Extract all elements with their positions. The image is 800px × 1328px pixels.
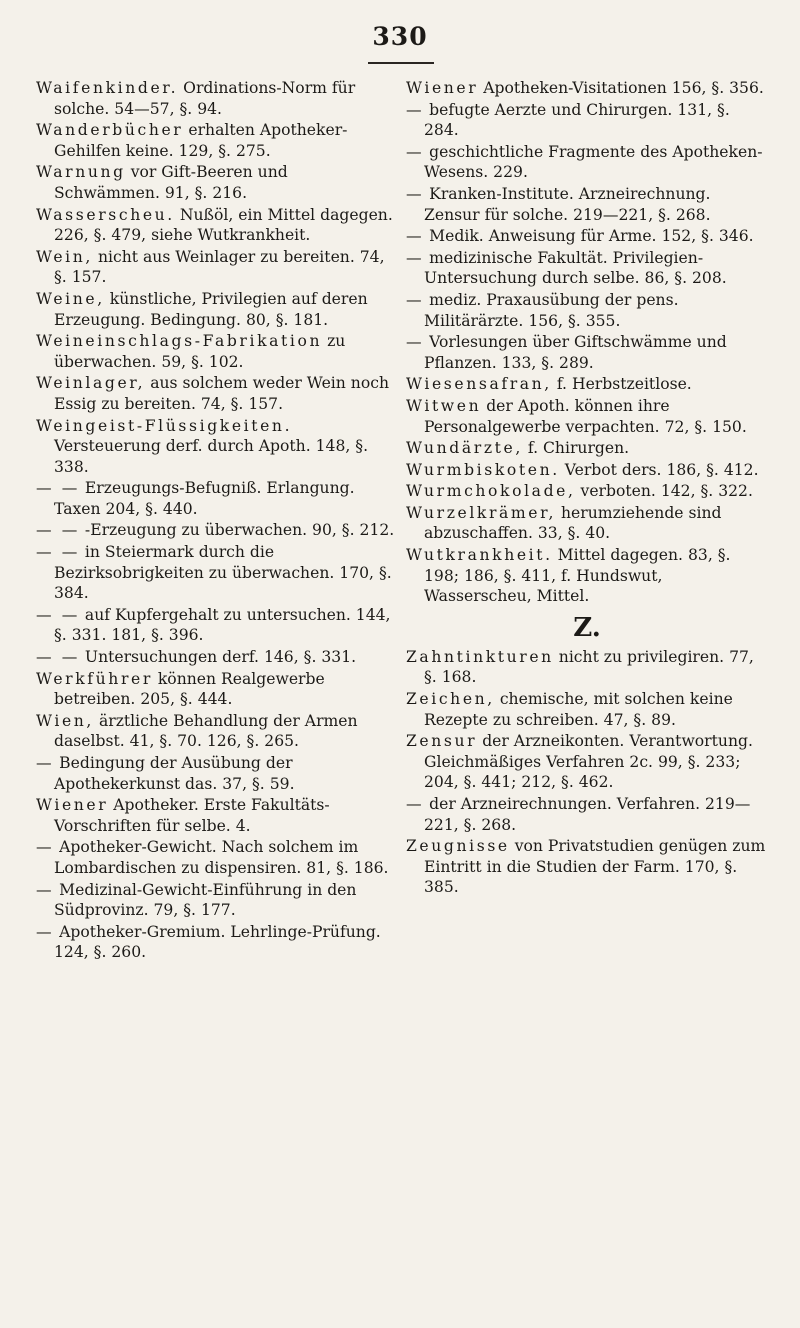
entry-text: geschichtliche Fragmente des Apotheken-Wesens. 229. <box>424 142 763 182</box>
index-entry <box>36 416 398 478</box>
index-entry <box>36 373 398 414</box>
entry-headword: Weine, <box>36 289 105 308</box>
entry-text: Apotheken-Visitationen 156, §. 356. <box>483 79 764 97</box>
entry-headword: — — <box>36 479 80 498</box>
entry-headword: Weinlager, <box>36 374 146 393</box>
page-number-rule <box>368 62 434 64</box>
entry-text: von Privatstudien genügen zum Eintritt in die Studien der Farm. 170, §. 385. <box>424 837 766 897</box>
entry-text: der Apoth. können ihre Personalgewerbe verpachten. 72, §. 150. <box>424 396 747 436</box>
entry-text: der Arzneirechnungen. Verfahren. 219—221, §. 268. <box>424 795 751 834</box>
entry-text: mediz. Praxausübung der pens. Militärärzte. 156, §. 355. <box>424 290 679 330</box>
index-entry <box>36 647 398 668</box>
entry-text: Apotheker-Gremium. Lehrlinge-Prüfung. 124, §. 260. <box>54 922 381 962</box>
entry-headword: Wurzelkrämer, <box>406 503 557 522</box>
index-entry <box>406 647 768 688</box>
index-entry <box>406 396 768 437</box>
entry-text: der Arzneikonten. Verantwortung. Gleichmäßiges Verfahren 2c. 99, §. 233; 204, §. 441; 212, §. 462. <box>424 732 753 792</box>
index-entry <box>36 289 398 330</box>
index-entry <box>36 542 398 604</box>
entry-text: Untersuchungen derf. 146, §. 331. <box>84 648 357 667</box>
entry-text: Bedingung der Ausübung der Apothekerkunst das. 37, §. 59. <box>54 754 295 793</box>
index-entry <box>36 78 398 119</box>
entry-headword: — — <box>36 605 80 624</box>
entry-headword: — <box>406 227 425 246</box>
index-entry <box>406 836 768 898</box>
entry-text: Apotheker. Erste Fakultäts-Vorschriften für selbe. 4. <box>54 796 330 835</box>
index-entry <box>36 247 398 288</box>
index-entry <box>406 100 768 141</box>
index-entry <box>36 922 398 963</box>
entry-headword: Wurmchokolade, <box>406 482 576 501</box>
entry-headword: Wanderbücher <box>36 121 184 140</box>
index-entry <box>406 374 768 395</box>
entry-headword: Wiener <box>406 79 479 97</box>
entry-text: Medizinal-Gewicht-Einführung in den Südprovinz. 79, §. 177. <box>54 880 357 920</box>
entry-text: Nußöl, ein Mittel dagegen. 226, §. 479, siehe Wutkrankheit. <box>54 205 393 245</box>
entry-headword: — — <box>36 543 80 562</box>
index-entry <box>36 120 398 161</box>
right-column <box>406 78 768 899</box>
entry-headword: Witwen <box>406 396 482 415</box>
entry-text: herumziehende sind abzuschaffen. 33, §. 40. <box>424 503 722 543</box>
index-entry <box>406 545 768 607</box>
entry-text: verboten. 142, §. 322. <box>580 482 753 501</box>
index-entry <box>36 711 398 752</box>
right-column-top-entries <box>406 78 768 607</box>
entry-text: Erzeugungs-Befugniß. Erlangung. Taxen 204, §. 440. <box>54 479 355 518</box>
index-entry <box>406 481 768 502</box>
index-entry <box>406 731 768 793</box>
index-entry <box>36 605 398 646</box>
entry-headword: — <box>36 880 55 899</box>
entry-text: Mittel dagegen. 83, §. 198; 186, §. 411, f. Hundswut, Wasserscheu, Mittel. <box>424 546 731 606</box>
index-entry <box>406 290 768 331</box>
entry-text: erhalten Apotheker-Gehilfen keine. 129, §. 275. <box>54 121 348 160</box>
entry-headword: Warnung <box>36 163 126 182</box>
index-entry <box>406 226 768 247</box>
entry-headword: — <box>406 184 425 203</box>
index-entry <box>36 837 398 878</box>
section-letter: Z. <box>573 612 601 643</box>
index-entry <box>406 332 768 373</box>
entry-text: können Realgewerbe betreiben. 205, §. 444. <box>54 669 325 709</box>
entry-headword: Werkführer <box>36 669 153 688</box>
entry-text: aus solchem weder Wein noch Essig zu bereiten. 74, §. 157. <box>54 374 389 413</box>
entry-text: medizinische Fakultät. Privilegien-Untersuchung durch selbe. 86, §. 208. <box>424 248 727 288</box>
entry-headword: — — <box>36 648 80 667</box>
index-entry <box>406 689 768 730</box>
entry-text: Vorlesungen über Giftschwämme und Pflanzen. 133, §. 289. <box>424 333 727 372</box>
index-entry <box>406 503 768 544</box>
entry-text: Medik. Anweisung für Arme. 152, §. 346. <box>429 227 754 246</box>
entry-text: f. Herbstzeitlose. <box>556 375 692 394</box>
entry-text: nicht aus Weinlager zu bereiten. 74, §. 157. <box>54 247 385 287</box>
entry-headword: — <box>406 795 425 813</box>
index-entry <box>36 753 398 794</box>
entry-headword: Waifenkinder. <box>36 79 179 97</box>
index-entry <box>406 78 768 99</box>
entry-headword: — <box>406 142 425 161</box>
entry-text: auf Kupfergehalt zu untersuchen. 144, §. 331. 181, §. 396. <box>54 605 391 645</box>
entry-text: befugte Aerzte und Chirurgen. 131, §. 284. <box>424 100 730 140</box>
entry-text: vor Gift-Beeren und Schwämmen. 91, §. 216. <box>54 163 288 202</box>
index-entry <box>36 331 398 372</box>
entry-text: nicht zu privilegiren. 77, §. 168. <box>424 647 754 687</box>
entry-headword: Weineinschlags-Fabrikation <box>36 332 323 351</box>
entry-text: zu überwachen. 59, §. 102. <box>54 332 346 371</box>
entry-headword: — <box>406 290 425 309</box>
index-entry <box>36 795 398 836</box>
entry-text: f. Chirurgen. <box>527 439 630 458</box>
entry-headword: — <box>36 754 55 772</box>
index-entry <box>406 794 768 835</box>
index-entry <box>36 669 398 710</box>
entry-headword: Zeugnisse <box>406 837 510 856</box>
index-entry <box>406 438 768 459</box>
index-entry <box>36 880 398 921</box>
entry-text: ärztliche Behandlung der Armen daselbst. 41, §. 70. 126, §. 265. <box>54 711 358 751</box>
entry-headword: Wiener <box>36 796 109 815</box>
entry-text: Verbot ders. 186, §. 412. <box>564 460 759 479</box>
entry-headword: Wutkrankheit. <box>406 546 553 565</box>
index-entry <box>406 248 768 289</box>
entry-headword: Wurmbiskoten. <box>406 460 560 479</box>
entry-headword: — <box>406 100 425 119</box>
index-entry <box>36 520 398 541</box>
entry-text: künstliche, Privilegien auf deren Erzeugung. Bedingung. 80, §. 181. <box>54 289 368 329</box>
left-column <box>36 78 398 964</box>
entry-headword: Weingeist-Flüssigkeiten. <box>36 416 293 435</box>
index-entry <box>406 142 768 183</box>
entry-headword: — <box>36 922 55 941</box>
index-entry <box>406 184 768 225</box>
index-entry <box>36 478 398 519</box>
entry-headword: Wundärzte, <box>406 439 523 458</box>
entry-headword: Wein, <box>36 247 93 266</box>
entry-text: -Erzeugung zu überwachen. 90, §. 212. <box>84 521 395 540</box>
entry-text: chemische, mit solchen keine Rezepte zu schreiben. 47, §. 89. <box>424 690 733 729</box>
entry-headword: Zensur <box>406 732 478 751</box>
entry-text: Kranken-Institute. Arzneirechnung. Zensur für solche. 219—221, §. 268. <box>424 184 711 224</box>
entry-headword: Zahntinkturen <box>406 647 554 666</box>
entry-text: Ordinations-Norm für solche. 54—57, §. 94. <box>54 79 356 118</box>
entry-headword: Wiesensafran, <box>406 375 552 394</box>
entry-text: Versteuerung derf. durch Apoth. 148, §. 338. <box>54 437 369 476</box>
entry-headword: — <box>406 248 425 267</box>
entry-headword: Wasserscheu. <box>36 205 175 224</box>
entry-headword: Wien, <box>36 711 94 730</box>
index-entry <box>36 205 398 246</box>
page-number: 330 <box>372 22 428 51</box>
entry-headword: Zeichen, <box>406 690 495 709</box>
index-entry <box>36 162 398 203</box>
entry-headword: — <box>406 333 425 352</box>
entry-text: Apotheker-Gewicht. Nach solchem im Lombardischen zu dispensiren. 81, §. 186. <box>54 838 389 877</box>
entry-text: in Steiermark durch die Bezirksobrigkeiten zu überwachen. 170, §. 384. <box>54 543 392 603</box>
index-entry <box>406 460 768 481</box>
entry-headword: — <box>36 838 55 857</box>
right-column-bottom-entries <box>406 647 768 898</box>
entry-headword: — — <box>36 521 80 540</box>
